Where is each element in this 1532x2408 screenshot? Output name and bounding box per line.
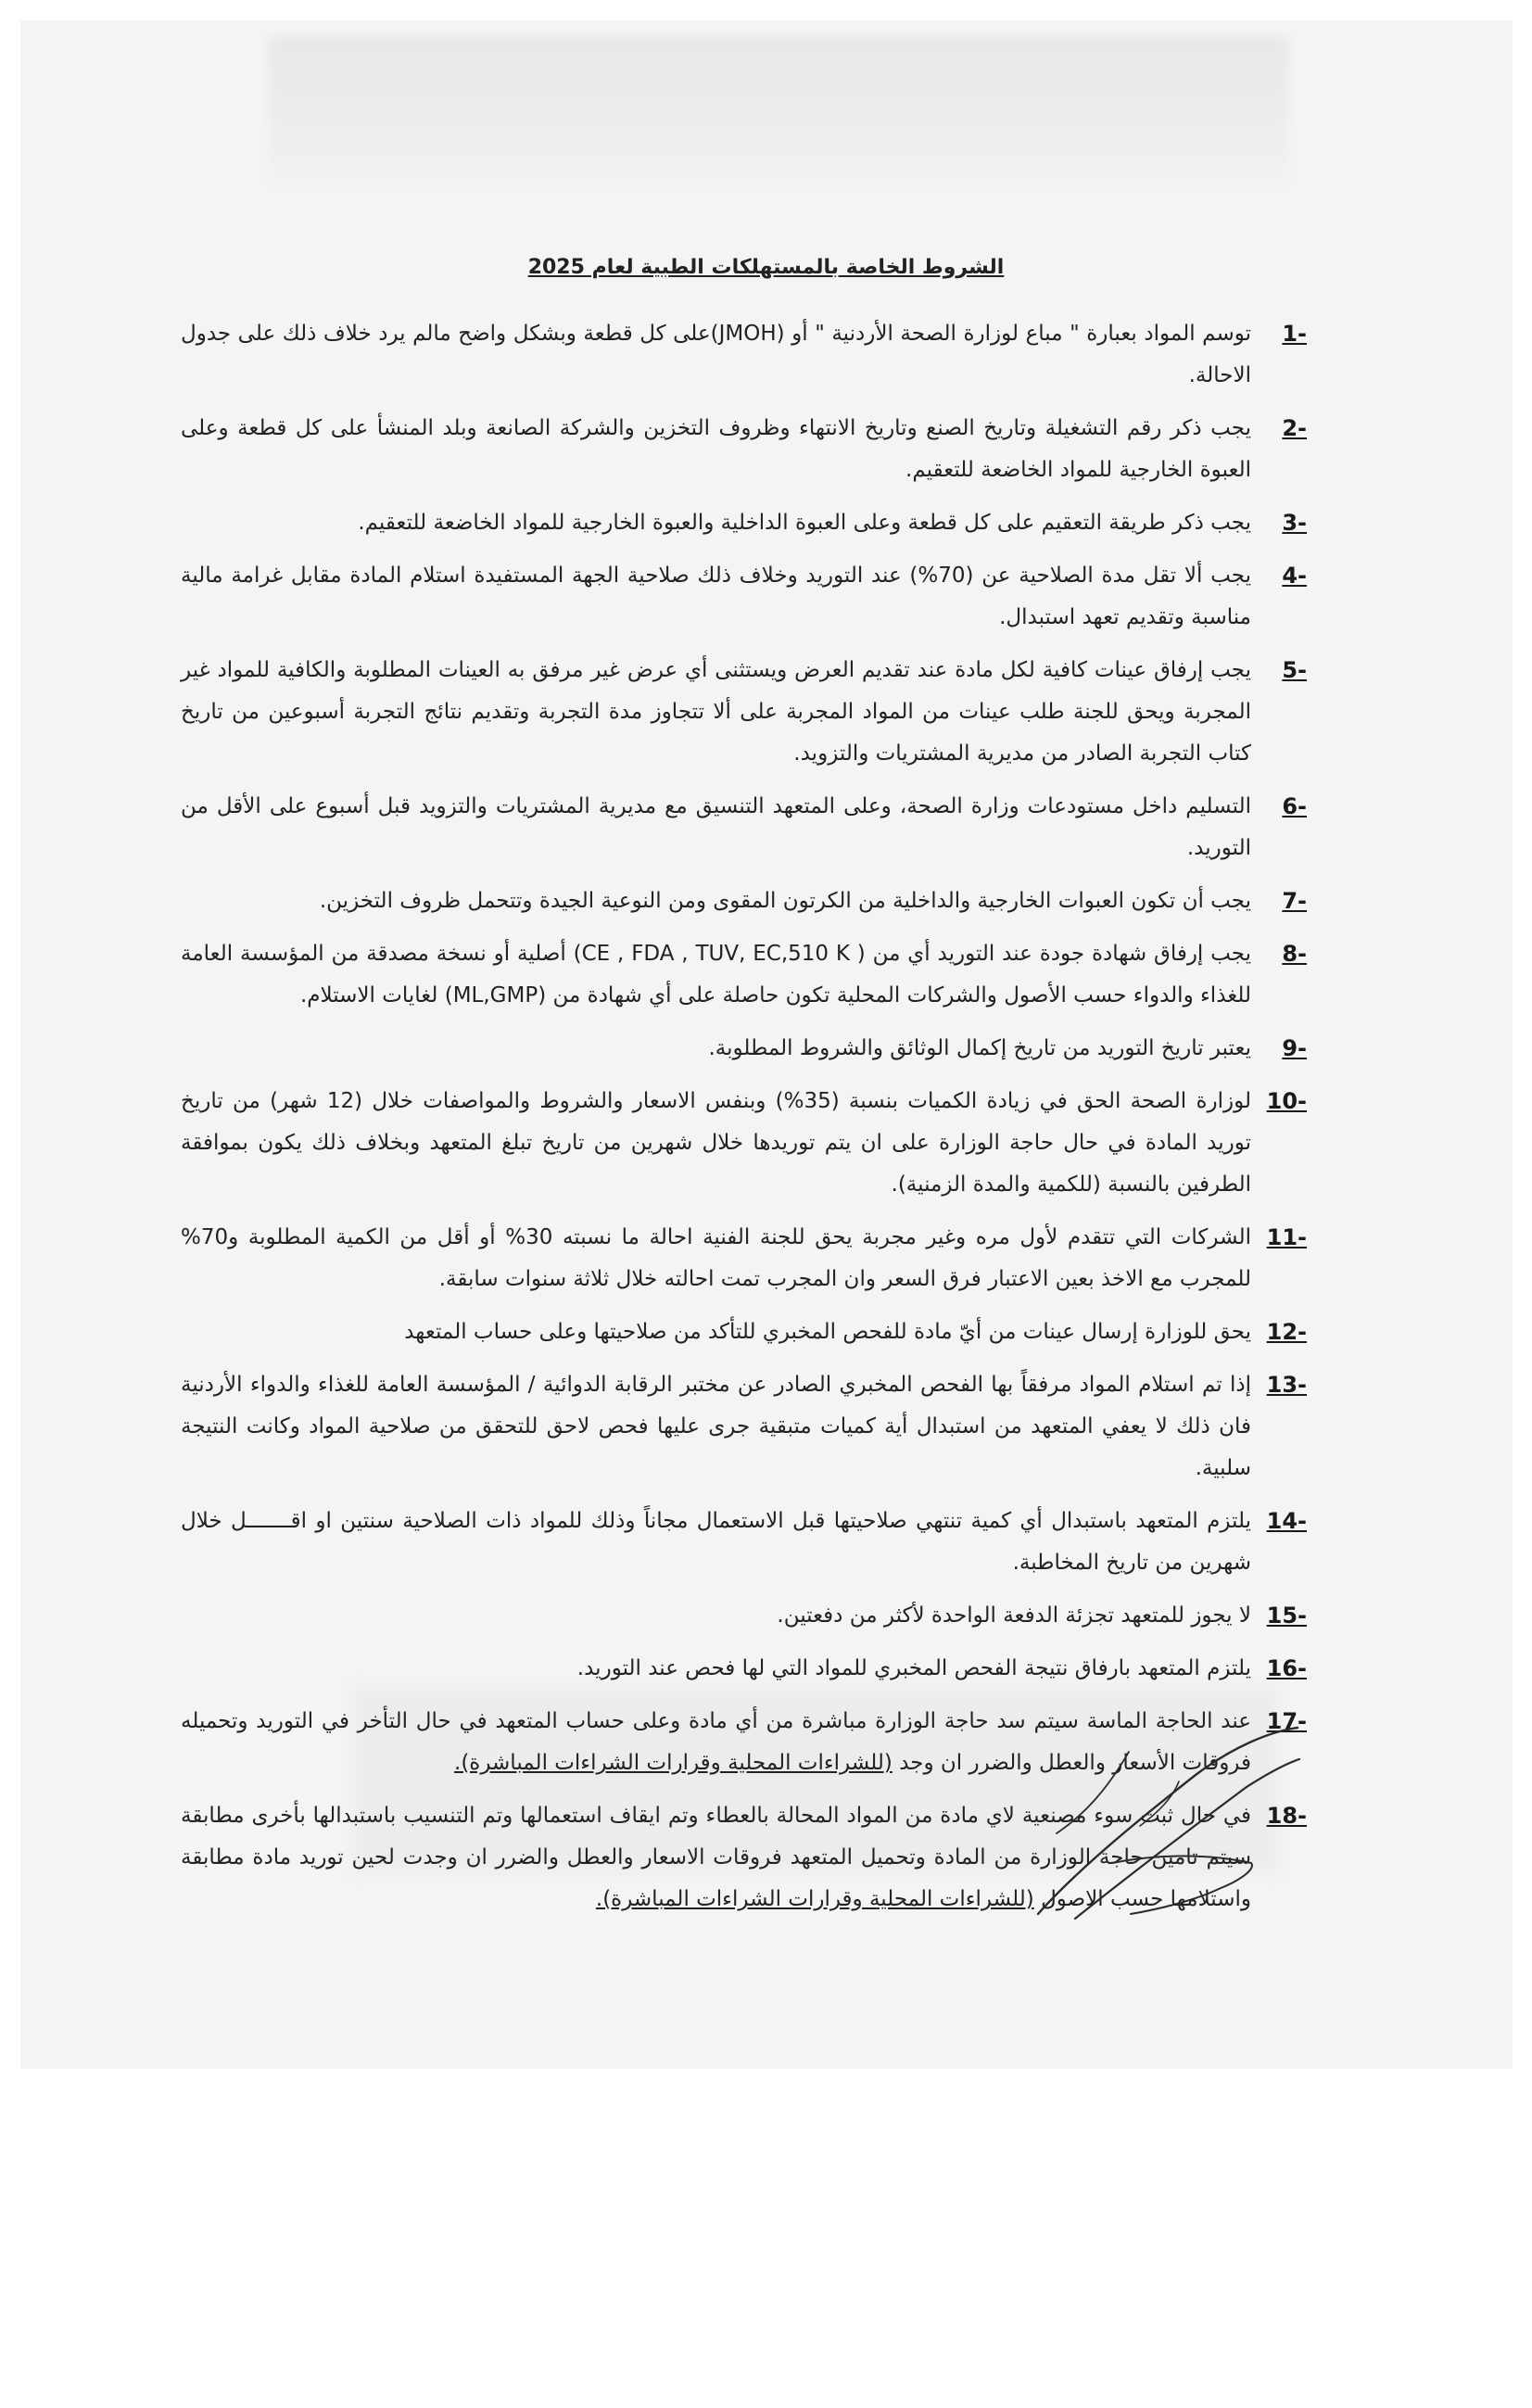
- clause-body: يعتبر تاريخ التوريد من تاريخ إكمال الوثائق والشروط المطلوبة.: [708, 1036, 1251, 1060]
- clause-number: 2-: [1282, 415, 1307, 441]
- clause-text: [181, 881, 1251, 922]
- clause-item: [181, 1595, 1307, 1637]
- clause-item: [181, 1648, 1307, 1690]
- clause-number: 14-: [1266, 1508, 1307, 1534]
- clause-item: [181, 786, 1307, 869]
- clause-number: 9-: [1282, 1035, 1307, 1061]
- clause-number: 18-: [1266, 1803, 1307, 1829]
- clause-text: [181, 555, 1251, 639]
- clause-body: لوزارة الصحة الحق في زيادة الكميات بنسبة (35%) وبنفس الاسعار والشروط والمواصفات خلال (12 شهر) من تاريخ توريد المادة في حال حاجة الوزارة على ان يتم توريدها خلال شهرين من تاريخ تبلغ المتعهد وبخلاف ذلك يكون بموافقة الطرفين بالنسبة (للكمية والمدة الزمنية).: [181, 1089, 1251, 1197]
- clause-number: 1-: [1282, 321, 1307, 347]
- clause-number: 15-: [1266, 1603, 1307, 1629]
- clause-item: [181, 555, 1307, 639]
- clause-body: يجب أن تكون العبوات الخارجية والداخلية من الكرتون المقوى ومن النوعية الجيدة وتتحمل ظروف التخزين.: [319, 889, 1251, 913]
- clause-text: [181, 1081, 1251, 1206]
- clause-body: في حال ثبت سوء مصنعية لاي مادة من المواد المحالة بالعطاء وتم ايقاف استعمالها وتم التنسيب باستبدالها بأخرى مطابقة سيتم تامين حاجة الوزارة من المادة وتحميل المتعهد فروقات الاسعار والعطل والضرر ان وجدت لحين توريد مادة مطابقة واستلامها حسب الاصول: [181, 1804, 1251, 1911]
- clause-body: لا يجوز للمتعهد تجزئة الدفعة الواحدة لأكثر من دفعتين.: [777, 1603, 1251, 1628]
- clause-text: [181, 1501, 1251, 1584]
- clause-number: 17-: [1266, 1708, 1307, 1734]
- clause-text: [181, 1595, 1251, 1637]
- clause-text: [181, 502, 1251, 544]
- clause-item: [181, 1217, 1307, 1300]
- clause-number: 8-: [1282, 941, 1307, 967]
- clause-item: [181, 881, 1307, 922]
- clause-body: يلتزم المتعهد باستبدال أي كمية تنتهي صلاحيتها قبل الاستعمال مجاناً وذلك للمواد ذات الصلاحية سنتين او اقـــــــل خلال شهرين من تاريخ المخاطبة.: [181, 1509, 1251, 1575]
- clause-body: عند الحاجة الماسة سيتم سد حاجة الوزارة مباشرة من أي مادة وعلى حساب المتعهد في حال التأخر في التوريد وتحميله فروقات الأسعار والعطل والضرر ان وجد: [181, 1709, 1251, 1775]
- clause-body: يجب إرفاق عينات كافية لكل مادة عند تقديم العرض ويستثنى أي عرض غير مرفق به العينات المطلوبة والكافية للمواد غير المجربة ويحق للجنة طلب عينات من المواد المجربة على ألا تتجاوز مدة التجربة وتقديم نتائج التجربة أسبوعين من تاريخ كتاب التجربة الصادر من مديرية المشتريات والتزويد.: [181, 658, 1251, 766]
- clause-item: [181, 1028, 1307, 1070]
- clause-text: [181, 1217, 1251, 1300]
- clause-body: يلتزم المتعهد بارفاق نتيجة الفحص المخبري للمواد التي لها فحص عند التوريد.: [576, 1656, 1251, 1680]
- clause-text: [181, 650, 1251, 775]
- scan-bleed-through-top: [269, 37, 1288, 185]
- document-title: الشروط الخاصة بالمستهلكات الطبية لعام 2025: [527, 256, 1005, 279]
- clause-text: [181, 1312, 1251, 1353]
- clause-text: [181, 1648, 1251, 1690]
- clauses-list: [181, 313, 1307, 1932]
- clause-body: يجب ذكر طريقة التعقيم على كل قطعة وعلى العبوة الداخلية والعبوة الخارجية للمواد الخاضعة للتعقيم.: [358, 511, 1251, 535]
- clause-body: يجب إرفاق شهادة جودة عند التوريد أي من ( CE , FDA , TUV, EC,510 K) أصلية أو نسخة مصدقة من المؤسسة العامة للغذاء والدواء حسب الأصول والشركات المحلية تكون حاصلة على أي شهادة من (ML,GMP) لغايات الاستلام.: [181, 942, 1251, 1008]
- clause-text: [181, 313, 1251, 397]
- clause-number: 3-: [1282, 510, 1307, 536]
- clause-body: يجب ذكر رقم التشغيلة وتاريخ الصنع وتاريخ الانتهاء وظروف التخزين والشركة الصانعة وبلد المنشأ على كل قطعة وعلى العبوة الخارجية للمواد الخاضعة للتعقيم.: [181, 416, 1251, 482]
- clause-item: [181, 650, 1307, 775]
- clause-item: [181, 933, 1307, 1017]
- clause-number: 10-: [1266, 1088, 1307, 1114]
- clause-number: 4-: [1282, 563, 1307, 589]
- clause-note: (للشراءات المحلية وقرارات الشراءات المباشرة).: [595, 1887, 1034, 1911]
- clause-text: [181, 1028, 1251, 1070]
- clause-item: [181, 408, 1307, 491]
- clause-item: [181, 1501, 1307, 1584]
- clause-number: 6-: [1282, 793, 1307, 819]
- clause-body: يحق للوزارة إرسال عينات من أيّ مادة للفحص المخبري للتأكد من صلاحيتها وعلى حساب المتعهد: [404, 1320, 1251, 1344]
- handwritten-signature: [1019, 1724, 1316, 1928]
- clause-body: يجب ألا تقل مدة الصلاحية عن (70%) عند التوريد وخلاف ذلك صلاحية الجهة المستفيدة استلام المادة مقابل غرامة مالية مناسبة وتقديم تعهد استبدال.: [181, 564, 1251, 629]
- clause-item: [181, 1364, 1307, 1489]
- clause-number: 12-: [1266, 1319, 1307, 1345]
- clause-number: 7-: [1282, 888, 1307, 914]
- clause-body: الشركات التي تتقدم لأول مره وغير مجربة يحق للجنة الفنية احالة ما نسبته 30% أو أقل من الكمية المطلوبة و70% للمجرب مع الاخذ بعين الاعتبار فرق السعر وان المجرب تمت احالته خلال ثلاثة سنوات سابقة.: [181, 1225, 1251, 1291]
- clause-note: (للشراءات المحلية وقرارات الشراءات المباشرة).: [454, 1751, 893, 1775]
- clause-number: 11-: [1266, 1224, 1307, 1250]
- clause-number: 16-: [1266, 1655, 1307, 1681]
- clause-body: توسم المواد بعبارة " مباع لوزارة الصحة الأردنية " أو (JMOH)على كل قطعة وبشكل واضح مالم يرد خلاف ذلك على جدول الاحالة.: [181, 322, 1251, 387]
- clause-number: 13-: [1266, 1372, 1307, 1398]
- clause-text: [181, 408, 1251, 491]
- clause-number: 5-: [1282, 657, 1307, 683]
- clause-text: [181, 933, 1251, 1017]
- clause-text: [181, 786, 1251, 869]
- clause-item: [181, 313, 1307, 397]
- clause-body: إذا تم استلام المواد مرفقاً بها الفحص المخبري الصادر عن مختبر الرقابة الدوائية / المؤسسة العامة للغذاء والدواء الأردنية فان ذلك لا يعفي المتعهد من استبدال أية كميات متبقية جرى عليها فحص لاحق للتحقق من صلاحية المواد وكانت النتيجة سلبية.: [181, 1373, 1251, 1480]
- clause-item: [181, 1312, 1307, 1353]
- clause-item: [181, 1081, 1307, 1206]
- clause-item: [181, 502, 1307, 544]
- clause-body: التسليم داخل مستودعات وزارة الصحة، وعلى المتعهد التنسيق مع مديرية المشتريات والتزويد قبل أسبوع على الأقل من التوريد.: [181, 794, 1251, 860]
- clause-text: [181, 1364, 1251, 1489]
